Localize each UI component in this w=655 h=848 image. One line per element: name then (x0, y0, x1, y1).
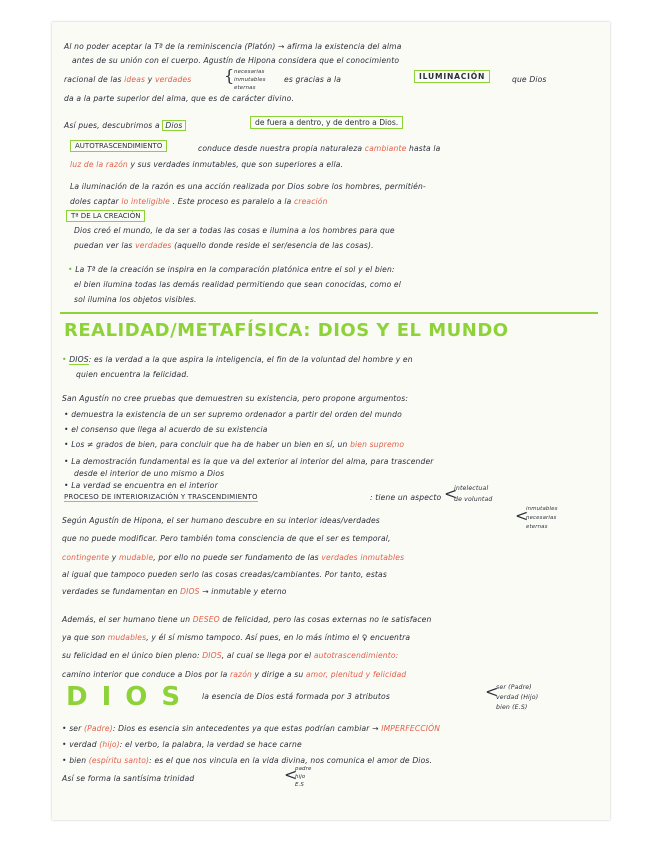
brace-item: necesarias (234, 69, 265, 75)
text-line: que no puede modificar. Pero también toma consciencia de que el ser es temporal, (62, 534, 391, 543)
text-line (74, 241, 374, 250)
text: camino interior que conduce a Dios por la (62, 670, 228, 679)
text: , por ello no puede ser fundamento de las (153, 553, 319, 562)
text-line: el bien ilumina todas las demás realidad permitiendo que sean conocidas, como el (74, 280, 402, 289)
text-line (70, 197, 328, 206)
text: La Tª de la creación se inspira en la comparación platónica entre el sol y el bien: (75, 265, 395, 274)
text-line: al igual que tampoco pueden serlo las cosas creadas/cambiantes. Por tanto, estas (62, 570, 387, 579)
highlight-verdades: verdades (154, 75, 192, 84)
text-line: • La Tª de la creación se inspira en la comparación platónica entre el sol y el bien: (68, 265, 395, 274)
brace-item: de voluntad (454, 496, 493, 503)
text: , al cual se llega por el (221, 651, 312, 660)
text-line: antes de su unión con el cuerpo. Agustín de Hipona considera que el conocimiento (72, 56, 400, 65)
text-line (198, 144, 440, 153)
text-line (64, 121, 186, 130)
text: → inmutable y eterno (202, 587, 287, 596)
highlight-razon: razón (229, 670, 252, 679)
fuera-dentro-box: de fuera a dentro, y de dentro a Dios. (250, 116, 403, 129)
highlight-cambiante: cambiante (364, 144, 407, 153)
text: hasta la (408, 144, 441, 153)
text-line (62, 553, 404, 562)
brace: < (444, 484, 458, 503)
list-item (64, 440, 404, 449)
highlight-verdades: verdades (135, 241, 172, 250)
highlight-imperfeccion: IMPERFECCIÓN (381, 724, 441, 733)
list-item: • La verdad se encuentra en el interior (64, 481, 218, 490)
brace-item: padre (295, 766, 312, 772)
text: : Dios es esencia sin antecedentes ya que estas podrían cambiar → (112, 724, 379, 733)
brace: < (485, 682, 499, 701)
text-line (62, 615, 431, 624)
list-item: • La demostración fundamental es la que va del exterior al interior del alma, para trascender (64, 457, 434, 466)
highlight-padre: (Padre) (83, 724, 113, 733)
text: puedan ver las (74, 241, 133, 250)
text: Así pues, descubrimos a (64, 121, 160, 130)
text: • bien (62, 756, 87, 765)
text-line: desde el interior de uno mismo a Dios (74, 469, 225, 478)
list-item: • demuestra la existencia de un ser supremo ordenador a partir del orden del mundo (64, 410, 402, 419)
brace: < (284, 765, 298, 784)
text-line: : tiene un aspecto (370, 493, 442, 502)
text-line (64, 75, 191, 84)
highlight-mudables: mudables (107, 633, 147, 642)
text-line: San Agustín no cree pruebas que demuestren su existencia, pero propone argumentos: (62, 394, 409, 403)
text: su felicidad en el único bien pleno: (62, 651, 200, 660)
proceso-heading: PROCESO DE INTERIORIZACIÓN Y TRASCENDIMIENTO (64, 493, 258, 501)
brace-item: verdad (Hijo) (496, 694, 539, 701)
highlight-autotrascendimiento: autotrascendimiento: (313, 651, 399, 660)
section-heading-dios: DIOS (66, 682, 195, 712)
text-line: da a la parte superior del alma, que es de carácter divino. (64, 94, 295, 103)
text: : es la verdad a la que aspira la inteligencia, el fin de la voluntad del hombre y en (88, 355, 413, 364)
text: racional de las (64, 75, 122, 84)
text-line (62, 651, 398, 660)
list-item (62, 740, 302, 749)
highlight-amor: amor, plenitud y felicidad (305, 670, 407, 679)
highlight-deseo: DESEO (192, 615, 220, 624)
section-heading-realidad: REALIDAD/METAFÍSICA: DIOS Y EL MUNDO (64, 320, 509, 341)
text-line (62, 670, 406, 679)
text-line: Así se forma la santísima trinidad (62, 774, 195, 783)
text: y sus verdades inmutables, que son superiores a ella. (130, 160, 344, 169)
dios-term: DIOS (69, 355, 89, 364)
highlight-dios: DIOS (202, 651, 222, 660)
list-item (62, 724, 440, 733)
text-line: es gracias a la (284, 75, 342, 84)
highlight-verdades-inmutables: verdades inmutables (321, 553, 405, 562)
dios-box: Dios (162, 120, 185, 131)
text-line: Según Agustín de Hipona, el ser humano descubre en su interior ideas/verdades (62, 516, 380, 525)
brace-item: hijo (295, 774, 306, 780)
text: verdades se fundamentan en (62, 587, 178, 596)
text-line: Al no poder aceptar la Tª de la reminiscencia (Platón) → afirma la existencia del alma (64, 42, 402, 51)
text: : el verbo, la palabra, la verdad se hace carne (119, 740, 302, 749)
divider (60, 312, 598, 314)
highlight-hijo: (hijo) (99, 740, 120, 749)
text-line: que Dios (512, 75, 547, 84)
text: • Los ≠ grados de bien, para concluir que ha de haber un bien en sí, un (64, 440, 348, 449)
text-line: La iluminación de la razón es una acción realizada por Dios sobre los hombres, permitién- (70, 182, 426, 191)
highlight-bien-supremo: bien supremo (350, 440, 405, 449)
brace-item: eternas (526, 524, 548, 530)
highlight-dios: DIOS (180, 587, 200, 596)
brace: { (224, 66, 235, 85)
brace-item: inmutables (526, 506, 558, 512)
text-line (62, 587, 287, 596)
text: conduce desde nuestra propia naturaleza (198, 144, 363, 153)
list-item (62, 756, 432, 765)
brace-item: E.S (295, 782, 304, 788)
brace-item: inmutables (234, 77, 266, 83)
text: y (147, 75, 153, 84)
brace-item: bien (E.S) (496, 704, 528, 711)
highlight-mudable: mudable (118, 553, 154, 562)
text-line (62, 633, 410, 642)
highlight-contingente: contingente (62, 553, 110, 562)
highlight-espiritu-santo: (espíritu santo) (88, 756, 150, 765)
autotrascendimiento-box: AUTOTRASCENDIMIENTO (70, 140, 167, 152)
text-line (70, 160, 343, 169)
highlight-inteligible: lo inteligible (121, 197, 170, 206)
text: ya que son (62, 633, 106, 642)
text: y (111, 553, 117, 562)
text-line: quien encuentra la felicidad. (76, 370, 189, 379)
text: doles captar (70, 197, 119, 206)
text: de felicidad, pero las cosas externas no le satisfacen (222, 615, 432, 624)
brace-item: intelectual (454, 485, 489, 492)
text: , y él sí mismo tampoco. Así pues, en lo más íntimo el ♀ encuentra (146, 633, 411, 642)
text-line: la esencia de Dios está formada por 3 atributos (202, 692, 390, 701)
brace-item: eternas (234, 85, 256, 91)
iluminacion-box: ILUMINACIÓN (414, 70, 490, 83)
highlight-creacion: creación (293, 197, 328, 206)
text: • ser (62, 724, 82, 733)
list-item: • el consenso que llega al acuerdo de su existencia (64, 425, 268, 434)
text: Además, el ser humano tiene un (62, 615, 191, 624)
text: (aquello donde reside el ser/esencia de las cosas). (174, 241, 374, 250)
highlight-ideas: ideas (124, 75, 146, 84)
creacion-box: Tª DE LA CREACIÓN (66, 210, 145, 222)
highlight-luz: luz de la razón (70, 160, 128, 169)
brace: < (515, 506, 529, 525)
text: • verdad (62, 740, 97, 749)
text-line: Dios creó el mundo, le da ser a todas las cosas e ilumina a los hombres para que (74, 226, 395, 235)
text-line: • DIOS: es la verdad a la que aspira la inteligencia, el fin de la voluntad del hombre y en (62, 355, 413, 364)
text: y dirige a su (254, 670, 304, 679)
text-line: sol ilumina los objetos visibles. (74, 295, 197, 304)
brace-item: necesarias (526, 515, 557, 521)
text: : es el que nos vincula en la vida divina, nos comunica el amor de Dios. (149, 756, 433, 765)
notebook-page (52, 22, 610, 820)
text: . Este proceso es paralelo a la (172, 197, 292, 206)
brace-item: ser (Padre) (496, 684, 532, 691)
